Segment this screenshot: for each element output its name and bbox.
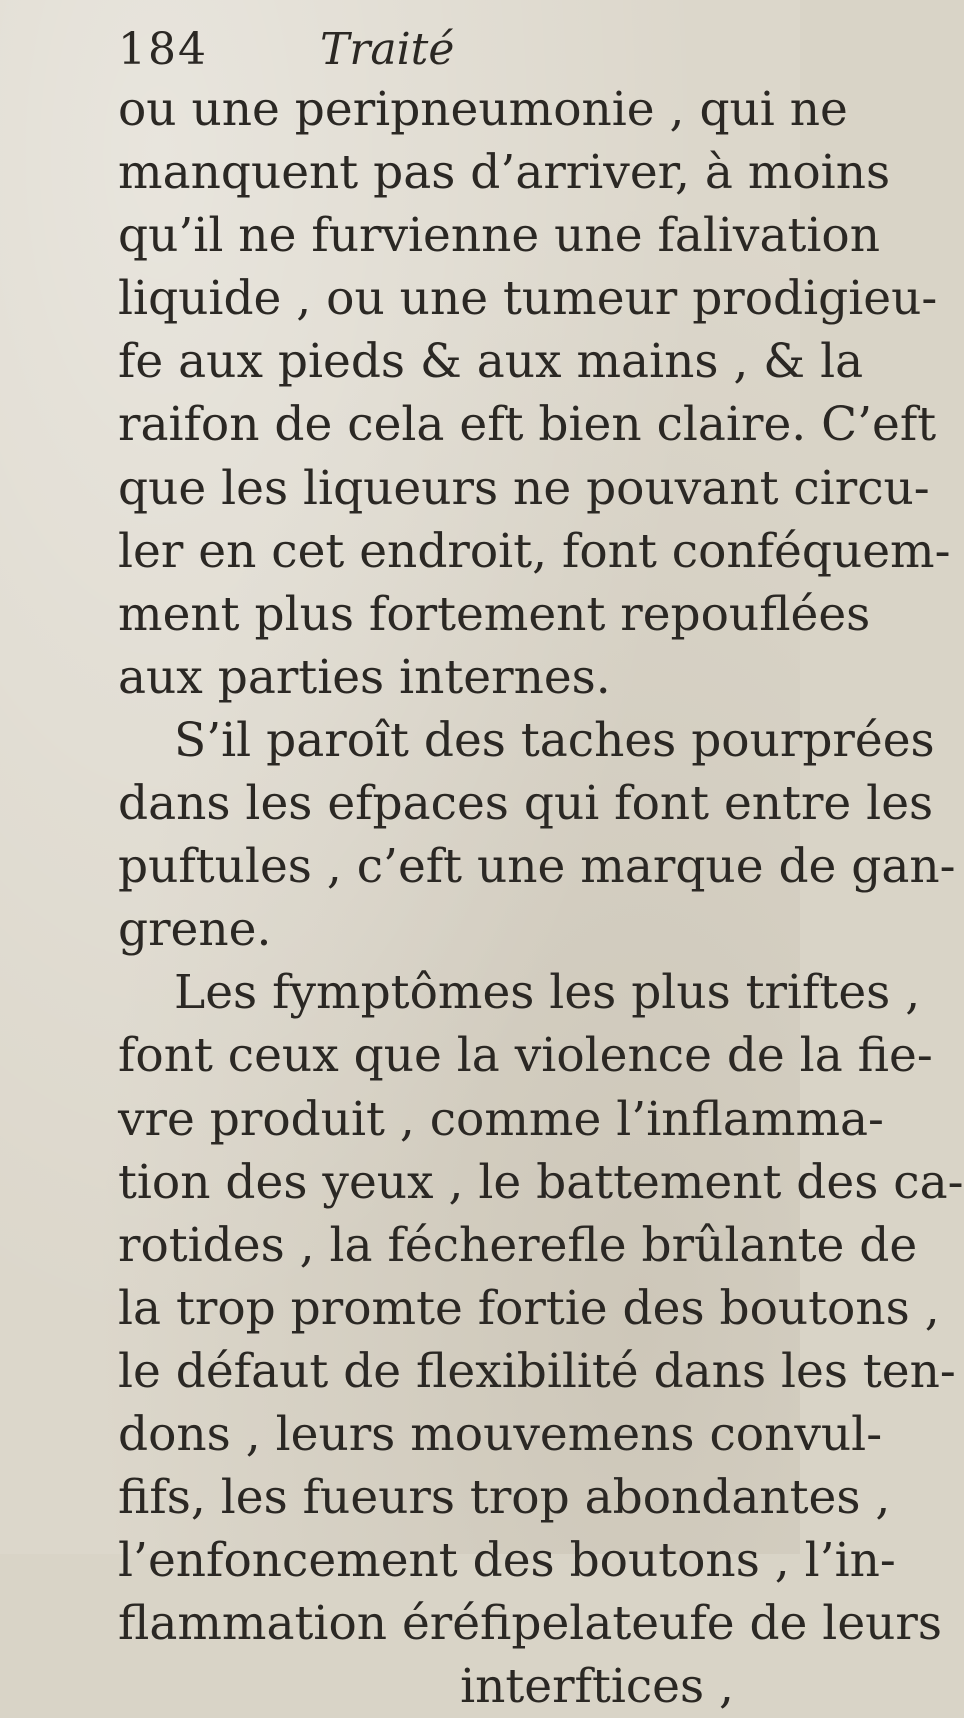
text-line: dans les efpaces qui font entre les [118,776,934,832]
text-line: liquide , ou une tumeur prodigieu- [118,271,938,327]
paragraph-start-line: S’il paroît des taches pourprées [174,712,935,768]
catchword-line: interftices , [460,1659,734,1715]
text-line: vre produit , comme l’inflamma- [118,1091,884,1147]
text-line: raifon de cela eft bien claire. C’eft [118,397,937,453]
text-line: font ceux que la violence de la fie- [118,1028,933,1084]
page-header [118,16,738,76]
text-line: rotides , la fécherefle brûlante de [118,1217,918,1273]
text-line: qu’il ne furvienne une falivation [118,208,880,264]
text-line: ment plus fortement repouflées [118,586,871,642]
text-line: la trop promte fortie des boutons , [118,1280,940,1336]
text-line: tion des yeux , le battement des ca- [118,1154,964,1210]
text-line: ou une peripneumonie , qui ne [118,82,848,137]
paragraph-start-line: Les fymptômes les plus triftes , [174,965,921,1021]
text-line: l’enfoncement des boutons , l’in- [118,1533,896,1589]
text-line: que les liqueurs ne pouvant circu- [118,460,930,516]
text-line: fe aux pieds & aux mains , & la [118,334,864,390]
paragraph-end-line: grene. [118,902,272,958]
text-line: dons , leurs mouvemens convul- [118,1406,883,1462]
running-head: Traité [320,24,455,75]
text-line: puftules , c’eft une marque de gan- [118,839,956,895]
paragraph-end-line: aux parties internes. [118,649,611,705]
text-line: flammation éréfipelateufe de leurs [118,1596,943,1652]
text-line: le défaut de flexibilité dans les ten- [118,1343,956,1399]
text-line: manquent pas d’arriver, à moins [118,145,891,201]
page-number: 184 [118,24,208,75]
text-line: fifs, les fueurs trop abondantes , [118,1470,891,1526]
body-text [118,78,964,1718]
text-line: ler en cet endroit, font conféquem- [118,523,951,579]
